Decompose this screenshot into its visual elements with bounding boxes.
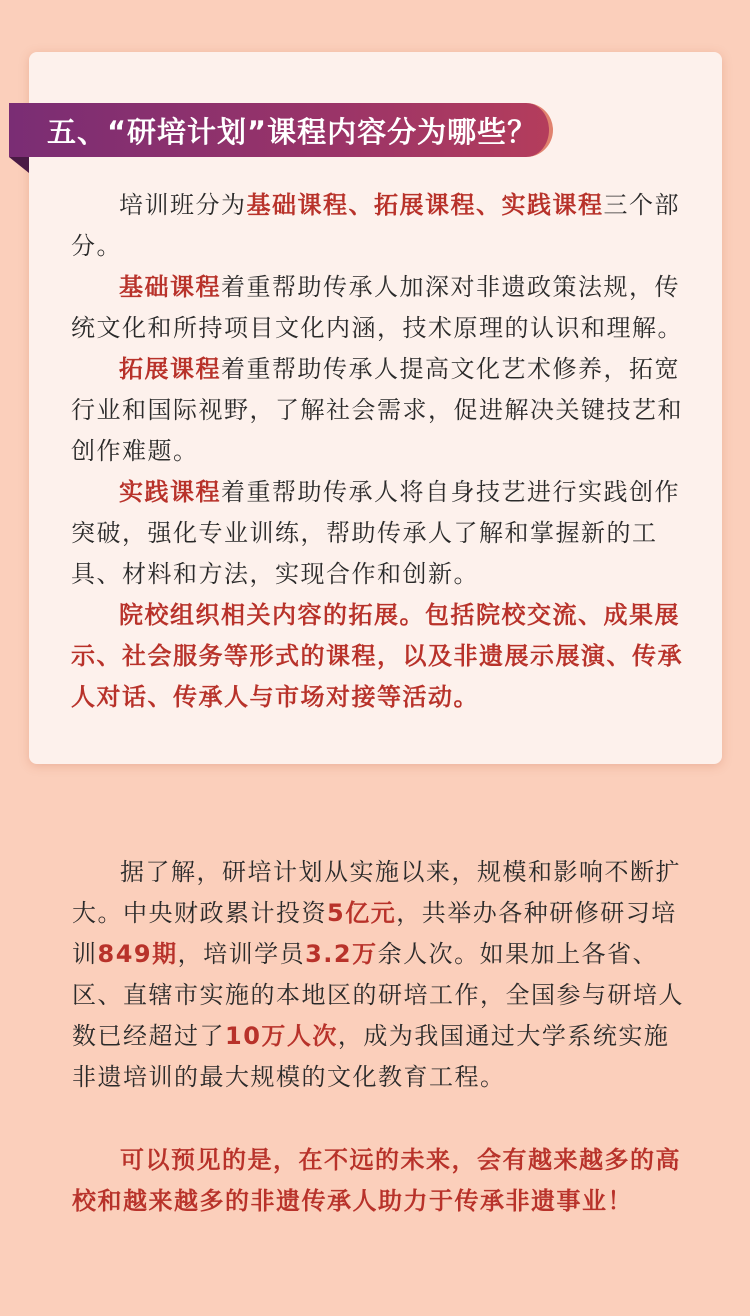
intro-pre: 培训班分为 (119, 191, 247, 219)
extended-course-text: 着重帮助传承人提高文化艺术修养，拓宽行业和国际视野，了解社会需求，促进解决关键技艺和创作难题。 (71, 355, 683, 465)
basic-course-text: 着重帮助传承人加深对非遗政策法规，传统文化和所持项目文化内涵，技术原理的认识和理解。 (71, 273, 683, 342)
stats-paragraph (72, 852, 694, 1098)
stats-text-1: 据了解，研培计划从实施以来，规模和影响不断扩大。中央财政累计投资 (72, 858, 681, 927)
stats-section (72, 852, 694, 1222)
stats-text-2: ，共举办各种研修研习培训 (72, 899, 677, 968)
stats-trainees: 3.2万 (305, 940, 378, 968)
course-description (71, 185, 693, 718)
basic-paragraph (71, 267, 693, 349)
stats-text-5: ，成为我国通过大学系统实施非遗培训的最大规模的文化教育工程。 (72, 1022, 670, 1091)
intro-courses: 基础课程、拓展课程、实践课程 (246, 191, 604, 219)
practice-course-name: 实践课程 (119, 478, 221, 506)
stats-text-3: ，培训学员 (177, 940, 306, 968)
closing-paragraph (72, 1140, 694, 1222)
practice-paragraph (71, 472, 693, 595)
stats-sessions: 849期 (97, 940, 178, 968)
section-banner (9, 103, 553, 157)
closing-text: 可以预见的是，在不远的未来，会有越来越多的高校和越来越多的非遗传承人助力于传承非遗事业！ (72, 1146, 681, 1215)
college-paragraph (71, 595, 693, 718)
extended-paragraph (71, 349, 693, 472)
stats-text-4: 余人次。如果加上各省、区、直辖市实施的本地区的研培工作，全国参与研培人数已经超过了 (72, 940, 684, 1050)
intro-paragraph (71, 185, 693, 267)
stats-investment: 5亿元 (327, 899, 397, 927)
basic-course-name: 基础课程 (119, 273, 221, 301)
banner-fold-decoration (9, 157, 29, 173)
extended-course-name: 拓展课程 (119, 355, 221, 383)
intro-post: 三个部分。 (71, 191, 680, 260)
section-title: 五、“研培计划”课程内容分为哪些？ (47, 114, 538, 149)
college-text: 院校组织相关内容的拓展。包括院校交流、成果展示、社会服务等形式的课程，以及非遗展示展演、传承人对话、传承人与市场对接等活动。 (71, 601, 683, 711)
practice-course-text: 着重帮助传承人将自身技艺进行实践创作突破，强化专业训练，帮助传承人了解和掌握新的工具、材料和方法，实现合作和创新。 (71, 478, 680, 588)
stats-total: 10万人次 (225, 1022, 338, 1050)
